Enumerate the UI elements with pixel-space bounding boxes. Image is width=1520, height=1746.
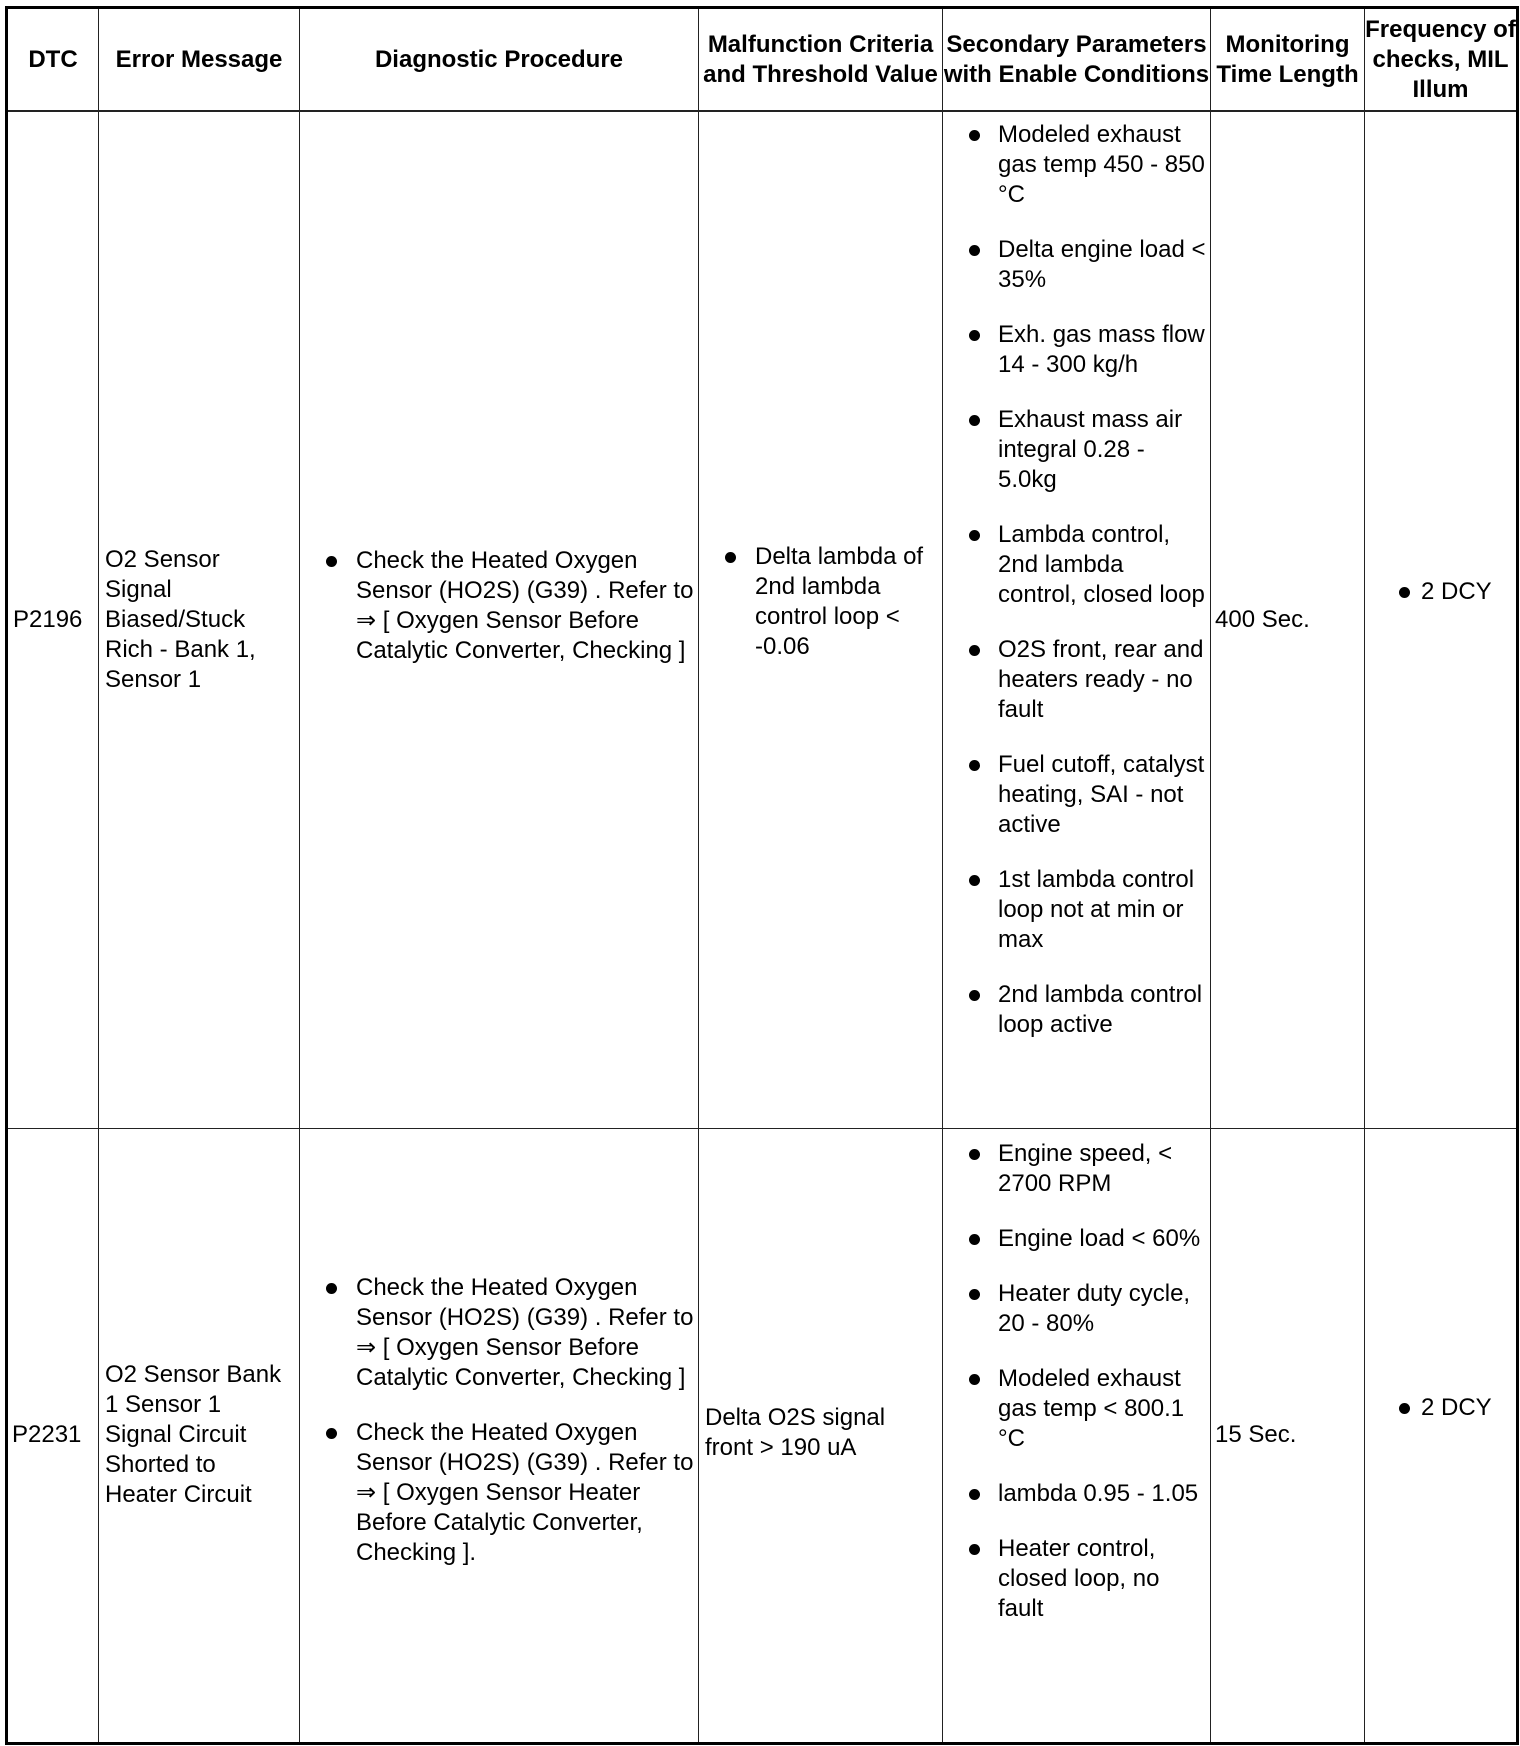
monitoring-time [1211,1128,1365,1743]
list-item: 2nd lambda control loop active [943,980,1210,1040]
secondary-parameters-list [943,1139,1210,1624]
malfunction-criteria-text: Delta O2S signal front > 190 uA [705,1404,886,1461]
list-item: Exh. gas mass flow 14 - 300 kg/h [943,320,1210,380]
table-row [7,1128,1518,1743]
list-item: Modeled exhaust gas temp < 800.1 °C [943,1364,1210,1454]
frequency-list [1365,577,1516,607]
list-item: 2 DCY [1365,577,1516,607]
list-item: Delta engine load < 35% [943,235,1210,295]
bullet-icon [969,1374,980,1385]
bullet-icon [326,1428,337,1439]
dtc-code [7,1128,99,1743]
bullet-icon [1399,1403,1410,1414]
list-item: 1st lambda control loop not at min or max [943,865,1210,955]
dtc-code-text: P2196 [13,605,83,633]
monitoring-time-text: 15 Sec. [1215,1421,1297,1448]
error-message-text: O2 Sensor Signal Biased/Stuck Rich - Bank 1, Sensor 1 [105,545,256,693]
header-malfunction-criteria: Malfunction Criteria and Threshold Value [699,8,943,112]
dtc-code [7,111,99,1128]
list-item: 2 DCY [1365,1393,1516,1423]
header-diagnostic-procedure: Diagnostic Procedure [300,8,699,112]
list-item: Heater duty cycle, 20 - 80% [943,1279,1210,1339]
list-item: Fuel cutoff, catalyst heating, SAI - not active [943,750,1210,840]
bullet-icon [969,990,980,1001]
header-error-message: Error Message [99,8,300,112]
bullet-icon [326,556,337,567]
diagnostic-procedure [300,1128,699,1743]
malfunction-criteria [699,1128,943,1743]
bullet-icon [969,330,980,341]
error-message [99,1128,300,1743]
list-item: Check the Heated Oxygen Sensor (HO2S) (G39) . Refer to ⇒ [ Oxygen Sensor Before Catalytic Converter, Checking ] [300,1273,698,1393]
dtc-table [5,6,1519,1745]
bullet-icon [969,130,980,141]
error-message [99,111,300,1128]
monitoring-time [1211,111,1365,1128]
monitoring-time-text: 400 Sec. [1215,605,1310,633]
list-item: Delta lambda of 2nd lambda control loop < -0.06 [699,542,942,662]
bullet-icon [1399,587,1410,598]
list-item: Engine speed, < 2700 RPM [943,1139,1210,1199]
secondary-parameters [943,1128,1211,1743]
bullet-icon [969,1234,980,1245]
header-secondary-parameters: Secondary Parameters with Enable Conditions [943,8,1211,112]
header-monitoring-time: Monitoring Time Length [1211,8,1365,112]
malfunction-criteria [699,111,943,1128]
malfunction-criteria-list [699,542,942,662]
diagnostic-procedure [300,111,699,1128]
diagnostic-procedure-list [300,546,698,666]
bullet-icon [969,415,980,426]
list-item: Check the Heated Oxygen Sensor (HO2S) (G39) . Refer to ⇒ [ Oxygen Sensor Heater Before Catalytic Converter, Checking ]. [300,1418,698,1568]
table-row [7,111,1518,1128]
secondary-parameters-list [943,120,1210,1040]
bullet-icon [969,1149,980,1160]
frequency-list [1365,1393,1516,1423]
header-row [7,8,1518,112]
list-item: O2S front, rear and heaters ready - no fault [943,635,1210,725]
frequency [1365,1128,1518,1743]
bullet-icon [969,1489,980,1500]
bullet-icon [969,760,980,771]
header-dtc: DTC [7,8,99,112]
bullet-icon [969,530,980,541]
bullet-icon [969,1289,980,1300]
secondary-parameters [943,111,1211,1128]
error-message-text: O2 Sensor Bank 1 Sensor 1 Signal Circuit Shorted to Heater Circuit [105,1361,282,1508]
frequency [1365,111,1518,1128]
list-item: Lambda control, 2nd lambda control, closed loop [943,520,1210,610]
bullet-icon [969,1544,980,1555]
diagnostic-procedure-list [300,1273,698,1568]
bullet-icon [725,552,736,563]
bullet-icon [326,1283,337,1294]
list-item: lambda 0.95 - 1.05 [943,1479,1210,1509]
dtc-code-text: P2231 [12,1421,82,1448]
list-item: Engine load < 60% [943,1224,1210,1254]
list-item: Modeled exhaust gas temp 450 - 850 °C [943,120,1210,210]
list-item: Check the Heated Oxygen Sensor (HO2S) (G39) . Refer to ⇒ [ Oxygen Sensor Before Catalytic Converter, Checking ] [300,546,698,666]
list-item: Heater control, closed loop, no fault [943,1534,1210,1624]
header-frequency: Frequency of checks, MIL Illum [1365,8,1518,112]
bullet-icon [969,645,980,656]
bullet-icon [969,875,980,886]
list-item: Exhaust mass air integral 0.28 - 5.0kg [943,405,1210,495]
bullet-icon [969,245,980,256]
